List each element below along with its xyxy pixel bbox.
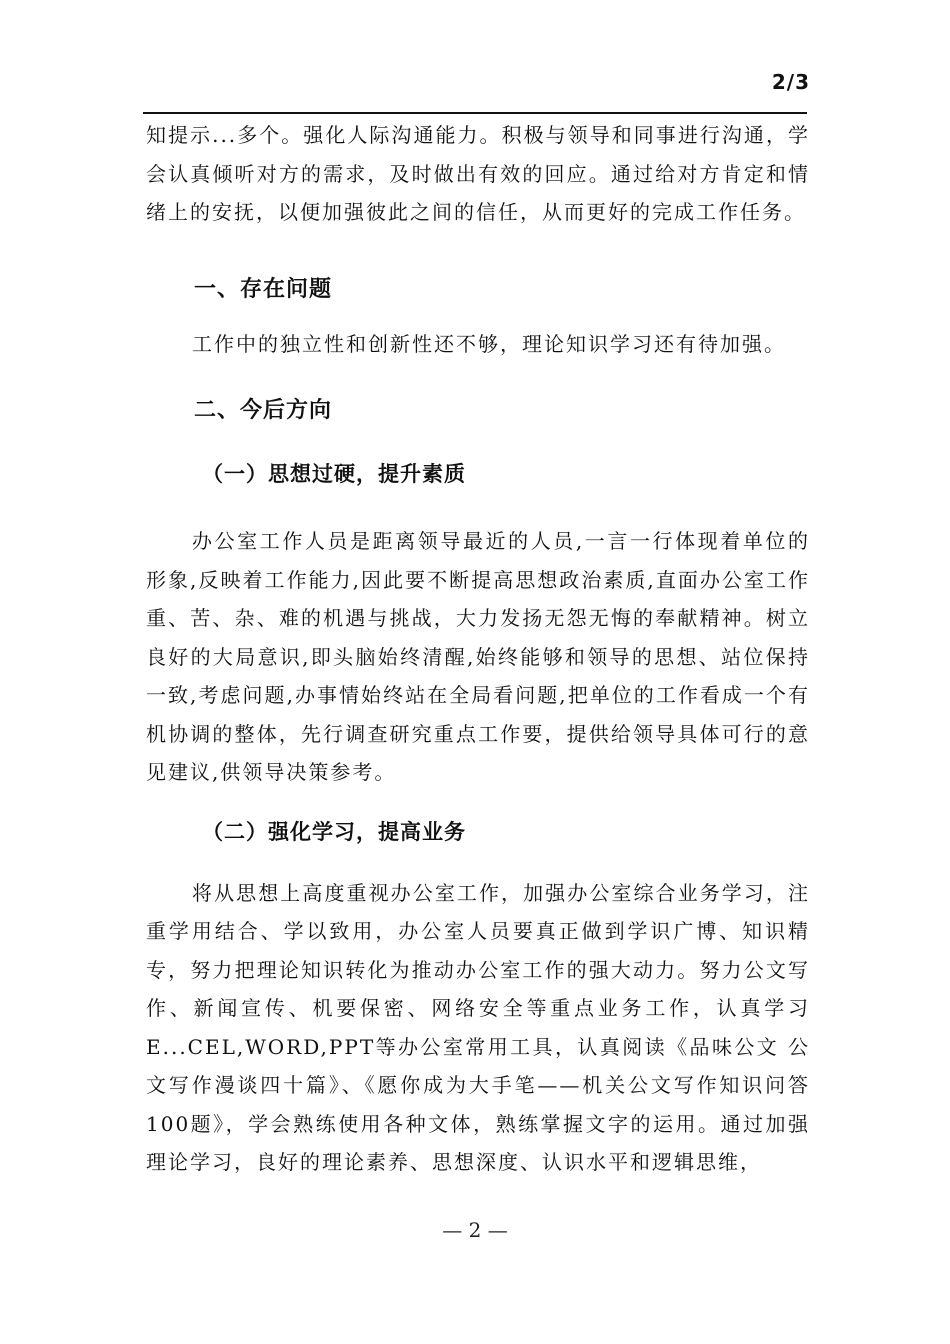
- document-body: [146, 116, 810, 1182]
- section-heading-problems: 一、存在问题: [194, 276, 333, 302]
- ideology-paragraph: 办公室工作人员是距离领导最近的人员,一言一行体现着单位的形象,反映着工作能力,因此要不断提高思想政治素质,直面办公室工作重、苦、杂、难的机遇与挑战，大力发扬无怨无悔的奉献精神。树立良好的大局意识,即头脑始终清醒,始终能够和领导的思想、站位保持一致,考虑问题,办事情始终站在全局看问题,把单位的工作看成一个有机协调的整体，先行调查研究重点工作要，提供给领导具体可行的意见建议,供领导决策参考。: [146, 529, 810, 784]
- section-heading-future-direction: 二、今后方向: [194, 398, 333, 423]
- subsection-heading-ideology: （一）思想过硬，提升素质: [202, 462, 466, 486]
- subsection-heading-study: （二）强化学习，提高业务: [202, 819, 466, 844]
- page-counter: 2/3: [771, 70, 810, 94]
- footer-page-number: — 2 —: [442, 1218, 508, 1242]
- problems-paragraph: 工作中的独立性和创新性还不够，理论知识学习还有待加强。: [192, 331, 786, 356]
- study-paragraph: 将从思想上高度重视办公室工作，加强办公室综合业务学习，注重学用结合、学以致用，办公室人员要真正做到学识广博、知识精专，努力把理论知识转化为推动办公室工作的强大动力。努力公文写作、新闻宣传、机要保密、网络安全等重点业务工作，认真学习E...CEL,WORD,PPT等办公室常用工具，认真阅读《品味公文 公文写作漫谈四十篇》、《愿你成为大手笔——机关公文写作知识问答100题》，学会熟练使用各种文体，熟练掌握文字的运用。通过加强理论学习，良好的理论素养、思想深度、认识水平和逻辑思维，: [146, 880, 810, 1174]
- intro-paragraph: 知提示...多个。强化人际沟通能力。积极与领导和同事进行沟通，学会认真倾听对方的需求，及时做出有效的回应。通过给对方肯定和情绪上的安抚，以便加强彼此之间的信任，从而更好的完成工作任务。: [146, 123, 810, 224]
- header-rule: [143, 112, 807, 114]
